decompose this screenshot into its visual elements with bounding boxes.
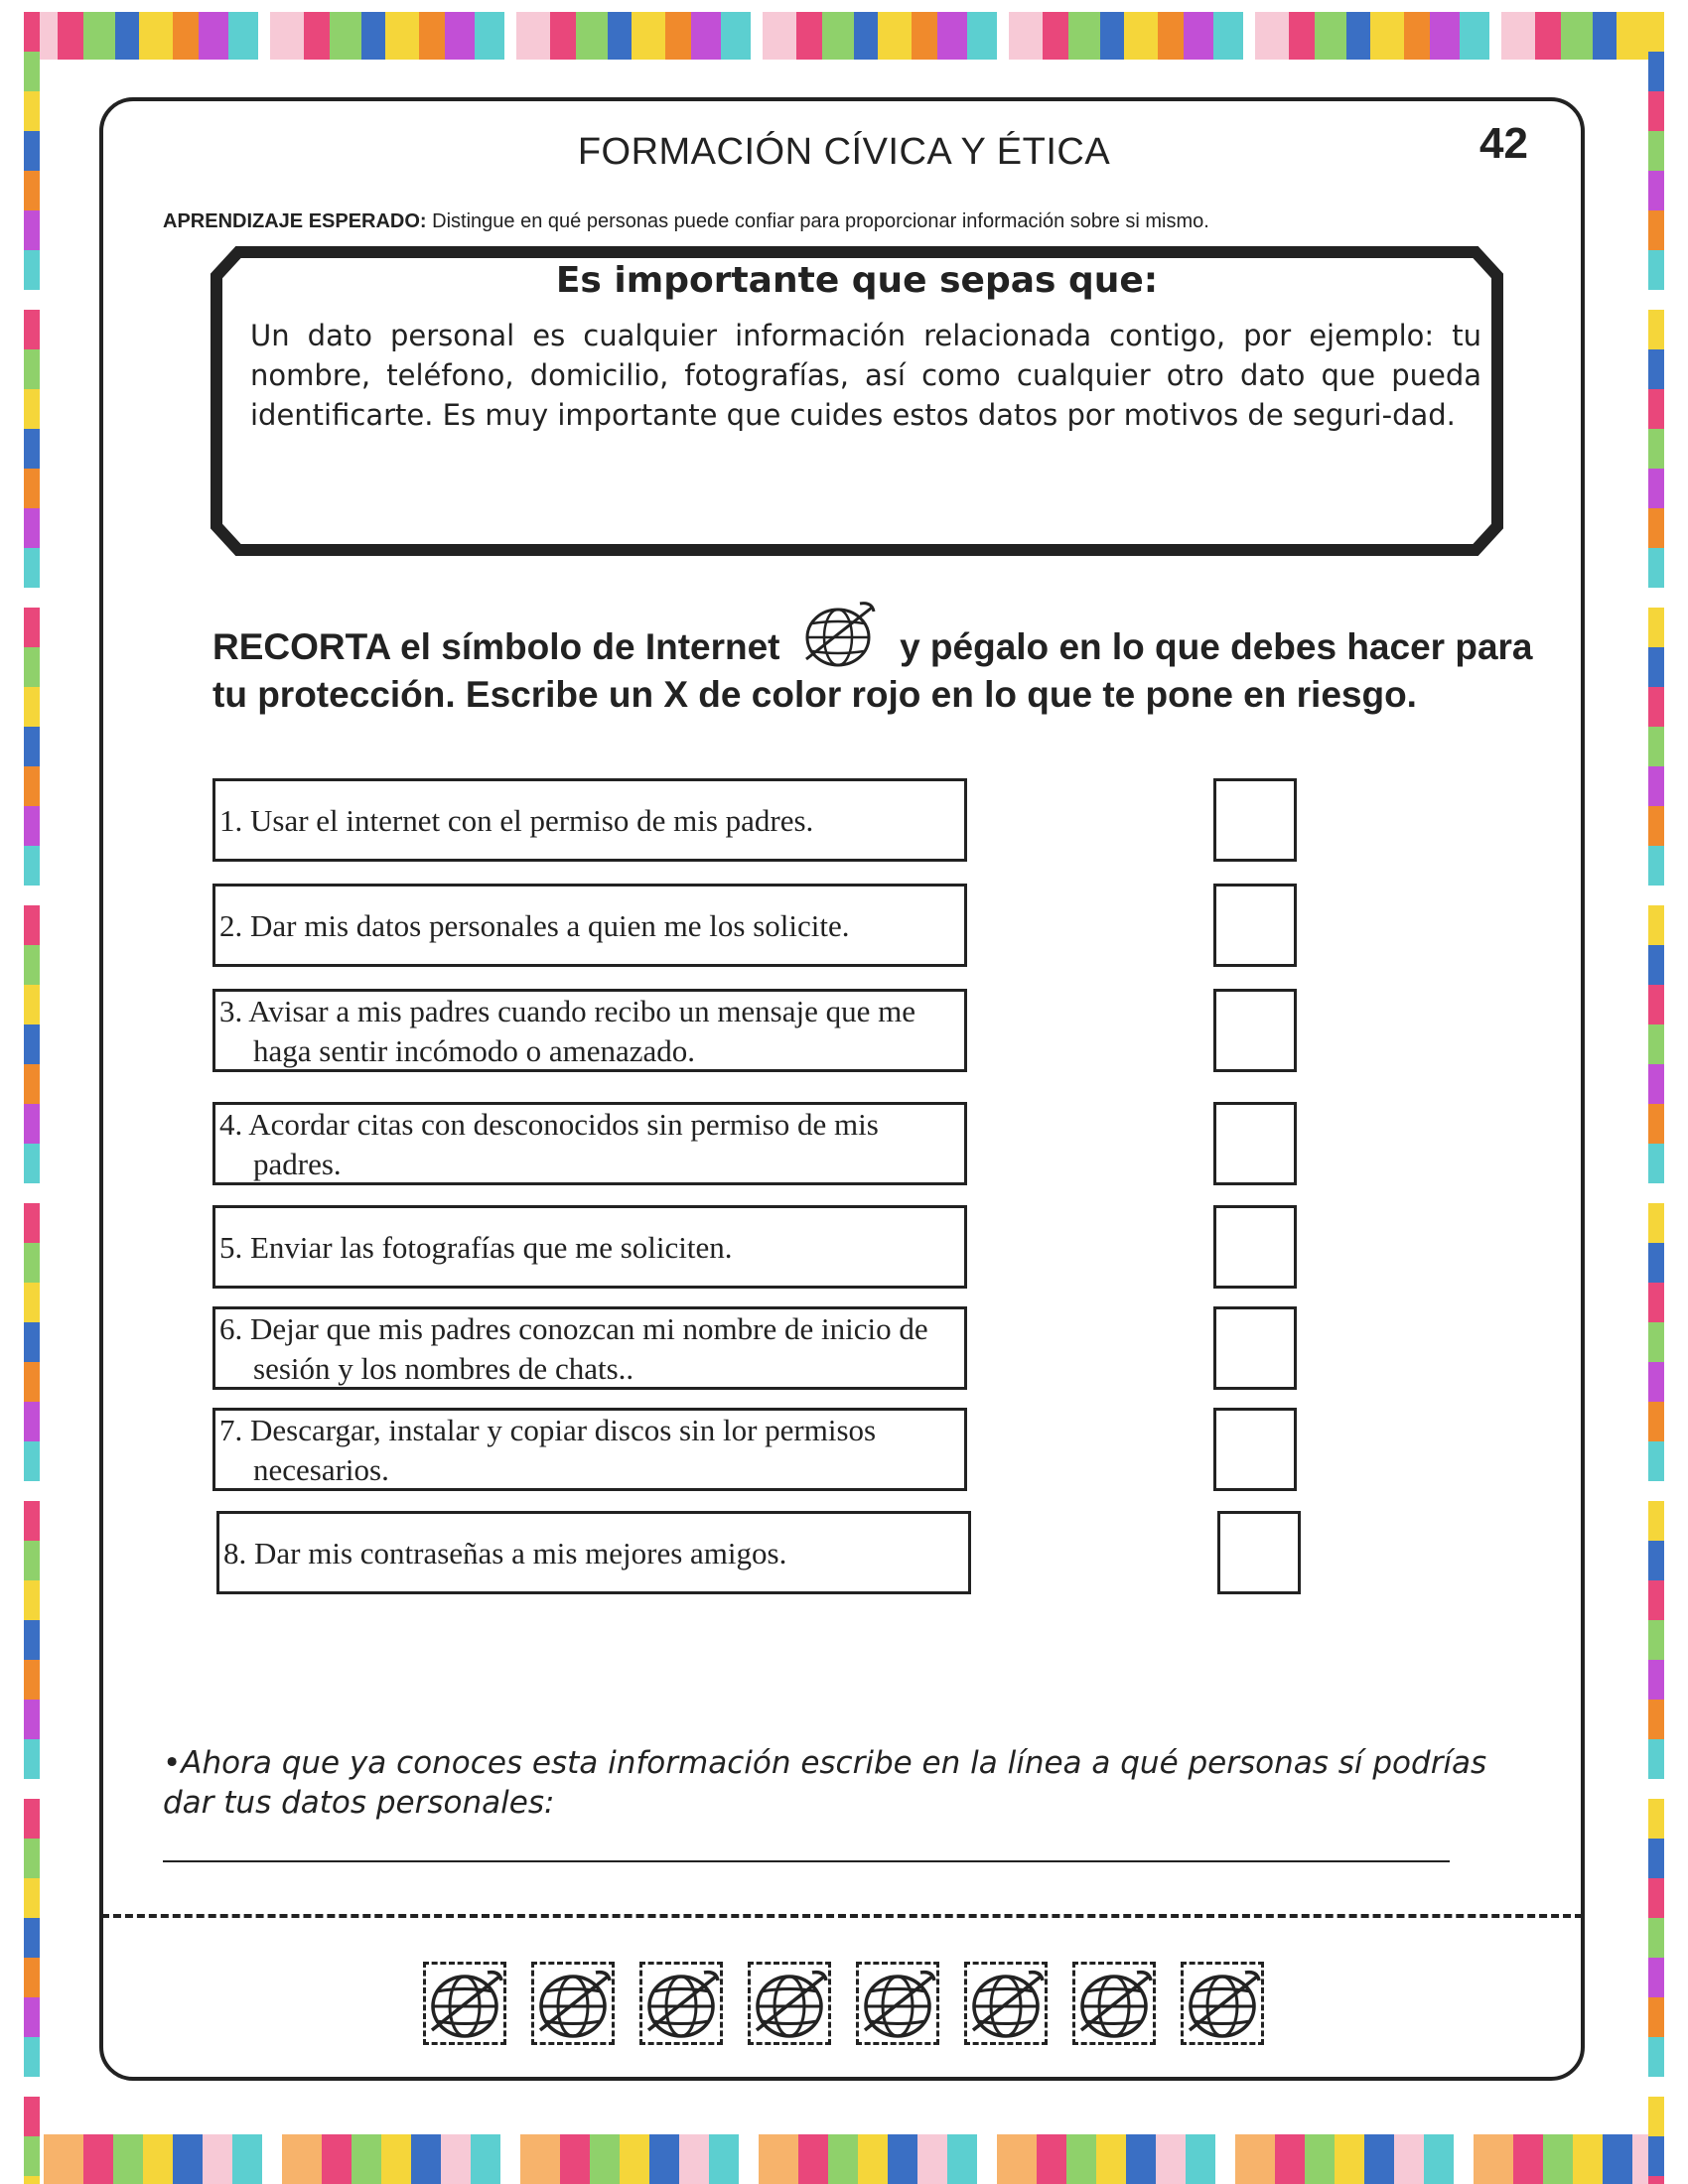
border-bottom [24,2134,1664,2184]
globe-cutout[interactable] [531,1962,615,2045]
learning-objective-text: Distingue en qué personas puede confiar para proporcionar información sobre si mismo. [426,210,1209,232]
instruction-part-1: RECORTA el símbolo de Internet [212,626,780,667]
list-item: 6. Dejar que mis padres conozcan mi nombre de inicio de sesión y los nombres de chats.. [212,1306,967,1390]
page-number: 42 [1479,119,1528,168]
answer-box[interactable] [1213,1205,1297,1289]
border-left [24,12,40,2184]
globe-cutout[interactable] [856,1962,939,2045]
list-item: 4. Acordar citas con desconocidos sin permiso de mis padres. [212,1102,967,1185]
list-item: 3. Avisar a mis padres cuando recibo un mensaje que me haga sentir incómodo o amenazado. [212,989,967,1072]
list-item: 8. Dar mis contraseñas a mis mejores amigos. [216,1511,971,1594]
info-heading: Es importante que sepas que: [555,260,1159,301]
globe-cutout[interactable] [1181,1962,1264,2045]
globe-cutout[interactable] [964,1962,1048,2045]
info-box [211,246,1503,556]
answer-box[interactable] [1213,1306,1297,1390]
answer-box[interactable] [1213,884,1297,967]
globe-cutout[interactable] [1072,1962,1156,2045]
answer-box[interactable] [1213,778,1297,862]
list-item: 1. Usar el internet con el permiso de mis padres. [212,778,967,862]
instruction-part-2: y pégalo en lo que debes hacer para tu protección. Escribe un X de color rojo en lo que te pone en riesgo. [212,626,1533,715]
border-top [24,12,1664,60]
cut-line [101,1914,1583,1918]
answer-box[interactable] [1217,1511,1301,1594]
instruction [212,600,1543,719]
learning-objective-label: APRENDIZAJE ESPERADO: [163,210,427,232]
border-right [1648,12,1664,2184]
answer-line[interactable] [163,1860,1450,1862]
globe-icon [802,600,878,671]
answer-box[interactable] [1213,1408,1297,1491]
list-item: 7. Descargar, instalar y copiar discos sin lor permisos necesarios. [212,1408,967,1491]
answer-box[interactable] [1213,1102,1297,1185]
closing-prompt: •Ahora que ya conoces esta información escribe en la línea a qué personas sí podrías dar tus datos personales: [163,1745,1487,1821]
page-title: FORMACIÓN CÍVICA Y ÉTICA [577,131,1111,173]
list-item: 5. Enviar las fotografías que me soliciten. [212,1205,967,1289]
info-body: Un dato personal es cualquier información relacionada contigo, por ejemplo: tu nombre, teléfono, domicilio, fotografías, así como cualquier otro dato que pueda identificarte. Es muy importante que cuides estos datos por motivos de seguri-dad. [250,319,1481,432]
answer-box[interactable] [1213,989,1297,1072]
learning-objective [163,210,1209,233]
list-item: 2. Dar mis datos personales a quien me los solicite. [212,884,967,967]
globe-cutout[interactable] [423,1962,506,2045]
globe-cutout[interactable] [748,1962,831,2045]
globe-cutout[interactable] [639,1962,723,2045]
